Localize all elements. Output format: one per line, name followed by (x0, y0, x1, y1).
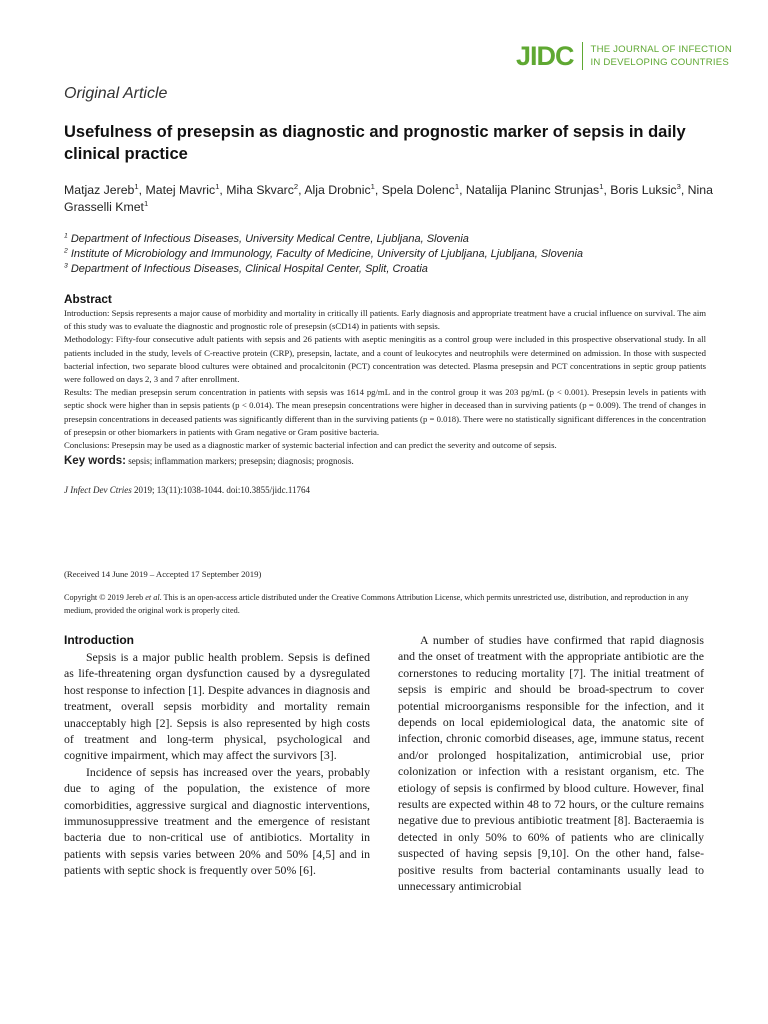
logo-divider (582, 42, 583, 70)
affiliation-text: Department of Infectious Diseases, University Medical Centre, Ljubljana, Slovenia (70, 233, 469, 245)
abstract-introduction: Introduction: Sepsis represents a major cause of morbidity and mortality in critically ill patients. Early diagnosis and appropriate treatment have a crucial influence on survival. The aim of this study was to evaluate the diagnostic and prognostic role of presepsin (sCD14) in patients with sepsis. (64, 308, 706, 332)
body-paragraph: Incidence of sepsis has increased over the years, probably due to aging of the population, the existence of more comorbidities, aggressive surgical and diagnostic interventions, immunosuppressive treatment and the emergence of resistant bacteria due to non-critical use of antibiotics. Mortality in patients with sepsis varies between 20% and 50% [4,5] and in patients with septic shock is frequently over 50% [6]. (64, 764, 370, 878)
author-list: Matjaz Jereb$^1$, Matej Mavric$^1$, Miha Skvarc$^2$, Alja Drobnic$^1$, Spela Dolenc$^1$, Natalija Planinc Strunjas$^1$, Boris Luksic$^3$, Nina Grasselli Kmet$^1$ (64, 181, 713, 214)
author-affiliation-marker: 3 (676, 181, 681, 191)
affiliation-text: Department of Infectious Diseases, Clinical Hospital Center, Split, Croatia (70, 263, 428, 275)
abstract-heading: Abstract (64, 292, 112, 306)
copyright-text-start: Copyright © 2019 Jereb (64, 593, 146, 602)
journal-logo-mark: JIDC (516, 40, 574, 71)
abstract-results: Results: The median presepsin serum concentration in patients with sepsis was 1614 pg/mL and in the control group it was 203 pg/mL (p < 0.001). Presepsin levels in patients with septic shock were higher than in sepsis patients (p < 0.014). The mean presepsin concentrations were higher in deceased than in surviving patients (p = 0.009). The trend of changes in presepsin concentrations in deceased patients was significantly different than in the surviving patients (p = 0.018). There were no statistically significant differences in the concentration of presepsin or other biomarkers in patients with Gram negative or Gram positive bacteria. (64, 387, 706, 437)
copyright-text-end: . This is an open-access article distributed under the Creative Commons Attribution License, which permits unrestricted use, distribution, and reproduction in any medium, provided the original work is properly cited. (64, 593, 689, 615)
citation (64, 485, 310, 495)
body-paragraph: A number of studies have confirmed that rapid diagnosis and the onset of treatment with the appropriate antibiotic are the cornerstones to reducing mortality [7]. The initial treatment of sepsis is empiric and should be broad-spectrum to cover potential microorganisms responsible for the infection, and it depends on local epidemiological data, the anatomic site of infection, chronic comorbid diseases, age, immune status, recent and/or prolonged hospitalization, antimicrobial use, prior colonization or infection with a resistant organism, etc. The etiology of sepsis is confirmed by blood culture. However, final results are expected within 48 to 72 hours, or the culture remains negative due to previous antibiotic treatment [8]. Bacteraemia is detected in only 50% to 60% of patients who are clinically suspected of having sepsis [9,10]. On the other hand, false-positive results from bacterial contaminants usually lead to unnecessary antimicrobial (398, 633, 704, 894)
affiliation-number: 3 (64, 262, 68, 270)
body-paragraph: Sepsis is a major public health problem. Sepsis is defined as life-threatening organ dysfunction caused by a dysregulated host response to infection [1]. Despite advances in diagnosis and treatment, overall sepsis morbidity and mortality remain unacceptably high [2]. Sepsis is also represented by high costs of treatment and long-term physical, psychological and cognitive impairment, which may affect the survivors [3]. (64, 650, 370, 763)
keywords-label: Key words: (64, 455, 126, 467)
author-affiliation-marker: 1 (370, 181, 375, 191)
keywords (64, 455, 704, 467)
journal-name (591, 43, 732, 69)
author: Boris Luksic (610, 183, 677, 197)
author-affiliation-marker: 1 (143, 198, 149, 208)
affiliation-list (64, 232, 724, 277)
citation-journal: J Infect Dev Ctries (64, 485, 132, 495)
affiliation (64, 262, 724, 277)
article-type: Original Article (64, 85, 168, 102)
affiliation-number: 1 (64, 232, 68, 240)
author-affiliation-marker: 1 (215, 181, 220, 191)
copyright-etal: et al (145, 593, 160, 602)
author: Alja Drobnic (304, 183, 371, 197)
affiliation (64, 247, 724, 262)
keywords-text: sepsis; inflammation markers; presepsin; diagnosis; prognosis. (128, 456, 354, 466)
journal-logo (516, 41, 732, 71)
body-column-right (398, 632, 704, 895)
introduction-heading: Introduction (64, 633, 134, 647)
author-affiliation-marker: 1 (134, 181, 139, 191)
author-affiliation-marker: 2 (293, 181, 299, 191)
copyright-notice (64, 592, 704, 617)
journal-name-line-1: THE JOURNAL OF INFECTION (590, 44, 732, 55)
affiliation-number: 2 (64, 247, 68, 255)
abstract-body (64, 307, 706, 452)
article-title: Usefulness of presepsin as diagnostic and prognostic marker of sepsis in daily clinical practice (64, 123, 686, 163)
affiliation (64, 232, 724, 247)
journal-name-line-2: IN DEVELOPING COUNTRIES (590, 57, 729, 68)
author: Natalija Planinc Strunjas (465, 183, 600, 197)
author: Spela Dolenc (381, 183, 455, 197)
author-affiliation-marker: 1 (454, 181, 460, 191)
author: Matjaz Jereb (64, 183, 135, 197)
abstract-methodology: Methodology: Fifty-four consecutive adult patients with sepsis and 26 patients with aseptic meningitis as a control group were included in this prospective observational study. In all patients included in the study, levels of C-reactive protein (CRP), presepsin, lactate, and a count of leukocytes and neutrophils were determined on admission. In those with suspected bacterial infection, two separate blood cultures were obtained and procalcitonin (PCT) concentration was detected. Plasma presepsin and PCT concentrations in septic group patients were followed on days 2, 3 and 7 after enrollment. (64, 334, 706, 385)
citation-details: 2019; 13(11):1038-1044. doi:10.3855/jidc.11764 (133, 485, 311, 495)
affiliation-text: Institute of Microbiology and Immunology, Faculty of Medicine, University of Ljubljana, Ljubljana, Slovenia (70, 248, 584, 260)
abstract-conclusions: Conclusions: Presepsin may be used as a diagnostic marker of systemic bacterial infection and can predict the severity and outcome of sepsis. (64, 440, 557, 451)
author-affiliation-marker: 1 (599, 181, 604, 191)
body-column-left (64, 632, 370, 879)
author: Nina Grasselli Kmet (64, 183, 713, 214)
received-dates: (Received 14 June 2019 – Accepted 17 September 2019) (64, 569, 262, 579)
author: Miha Skvarc (226, 183, 294, 197)
author: Matej Mavric (145, 183, 216, 197)
